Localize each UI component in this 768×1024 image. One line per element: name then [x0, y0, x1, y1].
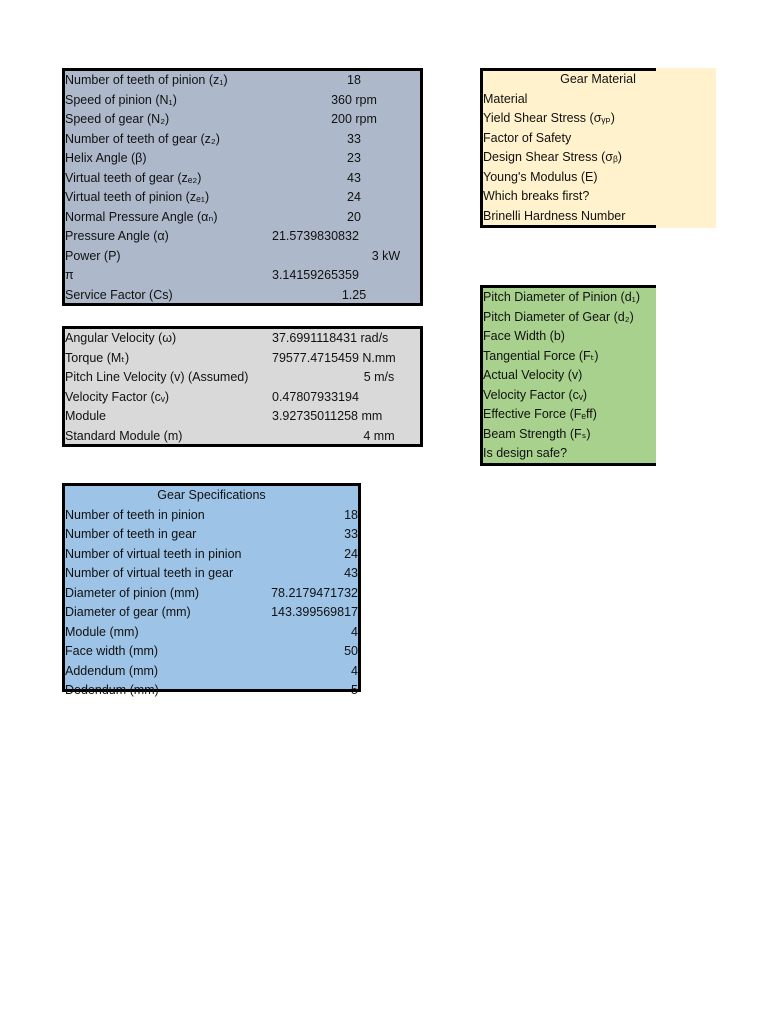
row-value[interactable]: 5 m/s — [363, 370, 395, 384]
section-title: Gear Specifications — [157, 488, 266, 502]
row-value[interactable]: 50 — [344, 644, 358, 658]
input-row[interactable] — [65, 130, 420, 150]
row-label: Pressure Angle (α) — [65, 229, 169, 243]
row-label: π — [65, 268, 74, 282]
row-value[interactable]: 143.399569817 — [271, 605, 358, 619]
row-value[interactable]: 1.25 — [341, 287, 367, 302]
row-value[interactable]: 3 kW — [371, 248, 401, 263]
calc-row[interactable] — [65, 388, 420, 408]
row-value[interactable]: 23 — [347, 151, 361, 165]
row-label: Number of teeth in pinion — [65, 507, 205, 522]
input-row[interactable] — [65, 169, 420, 189]
row-value[interactable]: 33 — [344, 527, 358, 541]
calculated-values-table — [62, 326, 423, 447]
row-label: Dedendum (mm) — [65, 683, 159, 697]
row-label: Number of virtual teeth in pinion — [65, 546, 242, 561]
row-value[interactable]: 78.2179471732 — [271, 585, 358, 600]
row-value[interactable]: 4 — [351, 663, 358, 678]
row-label: Angular Velocity (ω) — [65, 331, 177, 345]
row-value[interactable]: 33 — [347, 131, 361, 146]
row-label: Speed of pinion (N₁) — [65, 92, 177, 107]
gear-material-table — [480, 68, 716, 228]
calc-row[interactable] — [65, 349, 420, 369]
row-label: Number of teeth of gear (z₂) — [65, 131, 220, 146]
material-row[interactable]: Young's Modulus (E) — [483, 169, 598, 184]
row-label: Diameter of gear (mm) — [65, 605, 191, 619]
section-title: Gear Material — [560, 72, 636, 86]
spec-row[interactable] — [65, 545, 358, 565]
row-label: Number of teeth of pinion (z₁) — [65, 73, 228, 87]
gear-specifications-table — [62, 483, 361, 697]
input-row[interactable] — [65, 208, 420, 228]
row-value[interactable]: 43 — [344, 566, 358, 580]
result-row[interactable]: Beam Strength (Fₛ) — [483, 426, 591, 441]
row-label: Addendum (mm) — [65, 663, 159, 678]
calc-row[interactable] — [65, 427, 420, 447]
row-value[interactable]: 18 — [344, 507, 358, 522]
result-row[interactable]: Pitch Diameter of Gear (d₂) — [483, 309, 634, 324]
input-row[interactable] — [65, 188, 420, 208]
row-label: Service Factor (Cs) — [65, 287, 173, 302]
input-parameters-table — [62, 68, 423, 306]
spec-row[interactable] — [65, 603, 358, 623]
spec-row[interactable] — [65, 681, 358, 701]
calc-row[interactable] — [65, 407, 420, 427]
spec-row[interactable] — [65, 506, 358, 526]
result-row[interactable]: Actual Velocity (v) — [483, 368, 583, 382]
result-row[interactable]: Effective Force (Fₑff) — [483, 407, 597, 421]
row-label: Power (P) — [65, 248, 121, 263]
input-row[interactable] — [65, 110, 420, 130]
row-value[interactable]: 4 mm — [363, 428, 395, 443]
spec-row[interactable] — [65, 662, 358, 682]
result-row[interactable]: Velocity Factor (cᵥ) — [483, 387, 588, 402]
input-row[interactable] — [65, 286, 420, 306]
result-row[interactable]: Face Width (b) — [483, 329, 565, 343]
row-label: Velocity Factor (cᵥ) — [65, 389, 170, 404]
result-row[interactable]: Tangential Force (Fₜ) — [483, 348, 599, 363]
row-label: Number of teeth in gear — [65, 527, 197, 541]
material-row[interactable]: Factor of Safety — [483, 130, 572, 145]
row-value[interactable]: 5 — [351, 683, 358, 697]
row-label: Diameter of pinion (mm) — [65, 585, 200, 600]
row-value[interactable]: 79577.4715459 N.mm — [272, 350, 396, 365]
row-value[interactable]: 24 — [347, 190, 361, 204]
row-label: Face width (mm) — [65, 644, 159, 658]
material-row[interactable]: Which breaks first? — [483, 189, 590, 203]
calc-row[interactable] — [65, 329, 420, 349]
row-value[interactable]: 200 rpm — [331, 112, 377, 126]
row-value[interactable]: 21.5739830832 — [272, 229, 359, 243]
spec-row[interactable] — [65, 525, 358, 545]
row-label: Torque (Mₜ) — [65, 350, 130, 365]
row-value[interactable]: 360 rpm — [331, 92, 377, 107]
row-label: Virtual teeth of gear (zₑ₂) — [65, 170, 202, 185]
material-row[interactable]: Design Shear Stress (σᵦ) — [483, 150, 622, 164]
input-row[interactable] — [65, 149, 420, 169]
input-row[interactable] — [65, 91, 420, 111]
row-label: Virtual teeth of pinion (zₑ₁) — [65, 190, 210, 204]
material-row[interactable]: Yield Shear Stress (σᵧₚ) — [483, 111, 615, 125]
input-row[interactable] — [65, 71, 420, 91]
result-row[interactable]: Is design safe? — [483, 446, 568, 460]
row-label: Speed of gear (N₂) — [65, 112, 170, 126]
calc-row[interactable] — [65, 368, 420, 388]
row-value[interactable]: 20 — [347, 209, 361, 224]
row-value[interactable]: 37.6991118431 rad/s — [272, 331, 389, 345]
row-value[interactable]: 4 — [351, 624, 358, 639]
row-label: Module — [65, 409, 106, 423]
row-value[interactable]: 3.92735011258 mm — [272, 409, 383, 423]
material-row[interactable]: Material — [483, 91, 528, 106]
row-label: Standard Module (m) — [65, 428, 183, 443]
row-label: Module (mm) — [65, 624, 139, 639]
input-row[interactable] — [65, 227, 420, 247]
row-label: Normal Pressure Angle (αₙ) — [65, 209, 218, 224]
row-value[interactable]: 3.14159265359 — [272, 268, 359, 282]
row-value[interactable]: 24 — [344, 546, 358, 561]
row-label: Pitch Line Velocity (v) (Assumed) — [65, 370, 249, 384]
row-value[interactable]: 43 — [347, 170, 361, 185]
result-row[interactable]: Pitch Diameter of Pinion (d₁) — [483, 290, 641, 304]
row-label: Helix Angle (β) — [65, 151, 147, 165]
spec-row[interactable] — [65, 564, 358, 584]
spec-row[interactable] — [65, 623, 358, 643]
spec-row[interactable] — [65, 642, 358, 662]
material-row[interactable]: Brinelli Hardness Number — [483, 208, 626, 223]
spec-row[interactable] — [65, 584, 358, 604]
design-results-table — [480, 285, 656, 466]
input-row[interactable] — [65, 247, 420, 267]
row-value[interactable]: 18 — [347, 73, 361, 87]
row-label: Number of virtual teeth in gear — [65, 566, 234, 580]
input-row[interactable] — [65, 266, 420, 286]
row-value[interactable]: 0.47807933194 — [272, 389, 359, 404]
